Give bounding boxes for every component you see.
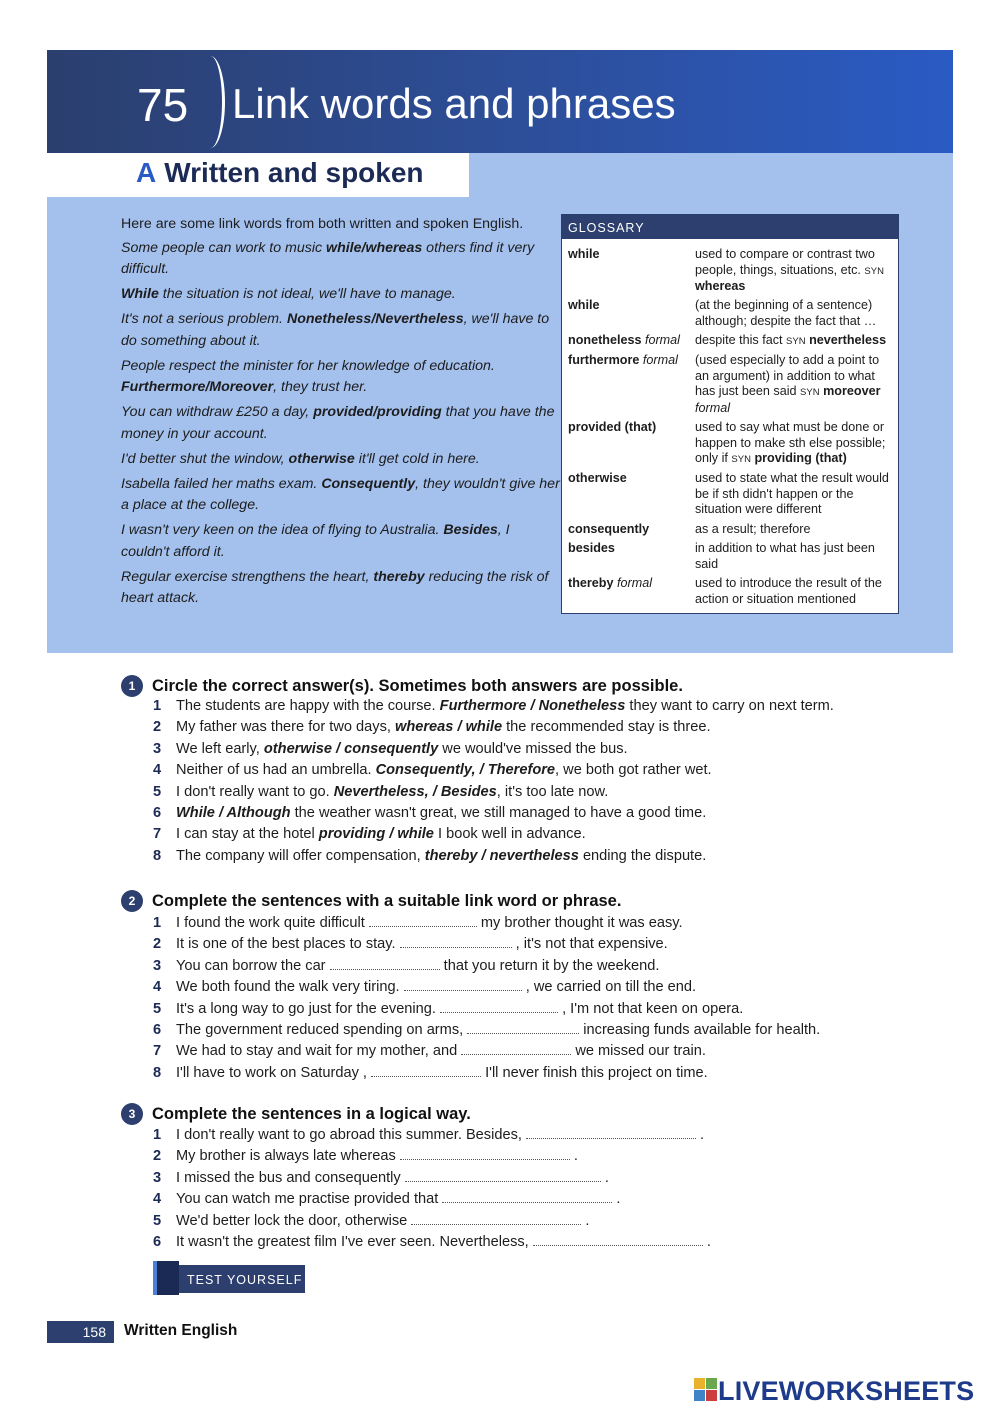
exercise-3-heading (121, 1103, 471, 1125)
answer-options[interactable]: Nevertheless, / Besides (333, 783, 497, 800)
answer-options[interactable]: providing / while (318, 826, 434, 843)
item-text: increasing funds available for health. (579, 1022, 821, 1039)
item-number: 6 (153, 1022, 162, 1039)
test-yourself-button[interactable] (153, 1265, 305, 1293)
item-text: We had to stay and wait for my mother, and (176, 1043, 462, 1060)
glossary-definition: used to introduce the result of the action or situation mentioned (695, 576, 882, 606)
item-text: I can stay at the hotel (176, 826, 319, 843)
item-text: , we carried on till the end. (521, 979, 697, 996)
answer-blank[interactable] (330, 957, 440, 970)
exercise-item (153, 717, 834, 738)
exercise-item (153, 803, 834, 824)
liveworksheets-wordmark: LIVEWORKSHEETS (718, 1376, 975, 1406)
glossary-term: thereby formal (568, 576, 652, 590)
exercise-item (153, 824, 834, 845)
item-number: 1 (153, 698, 162, 714)
exercise-item (153, 782, 834, 803)
exercise-item (153, 760, 834, 781)
item-number: 2 (153, 719, 162, 736)
answer-options[interactable]: thereby / nevertheless (424, 847, 579, 864)
item-text: , it's not that expensive. (511, 936, 668, 953)
glossary-term: otherwise (568, 471, 627, 485)
item-text: , it's too late now. (496, 783, 609, 800)
exercise-item (153, 739, 834, 760)
item-number: 4 (153, 1191, 162, 1208)
example-sentence: You can withdraw £250 a day, provided/providing that you have the money in your account. (121, 404, 555, 442)
footer-title: Written English (124, 1322, 238, 1339)
exercise-item (153, 956, 820, 977)
exercise-item (153, 1063, 820, 1084)
section-title-text: Written and spoken (164, 157, 424, 188)
test-yourself-label: TEST YOURSELF (187, 1273, 303, 1287)
item-text: The students are happy with the course. (176, 698, 440, 714)
exercise-item (153, 1146, 711, 1167)
answer-blank[interactable] (400, 1147, 570, 1160)
glossary-term: while (568, 247, 600, 261)
glossary-heading: GLOSSARY (562, 215, 898, 239)
answer-options[interactable]: While / Although (176, 805, 291, 822)
glossary-definition: as a result; therefore (695, 522, 811, 536)
item-text: the weather wasn't great, we still managed to have a good time. (290, 805, 707, 822)
exercise-item (153, 1041, 820, 1062)
item-text: , I'm not that keen on opera. (558, 1000, 744, 1017)
item-number: 7 (153, 1043, 162, 1060)
item-text: We'd better lock the door, otherwise (176, 1212, 412, 1229)
exercise-number-badge: 3 (121, 1103, 143, 1125)
glossary-term: nonetheless formal (568, 333, 680, 347)
exercise-item (153, 977, 820, 998)
liveworksheets-logo-icon (694, 1378, 718, 1402)
item-text: the recommended stay is three. (502, 719, 711, 736)
glossary-definition: despite this fact SYN nevertheless (695, 333, 887, 347)
item-text: You can watch me practise provided that (176, 1191, 443, 1208)
item-text: . (569, 1148, 578, 1165)
exercise-item (153, 913, 820, 934)
answer-options[interactable]: whereas / while (395, 719, 503, 736)
glossary-definition: in addition to what has just been said (695, 541, 875, 571)
item-text: we missed our train. (571, 1043, 706, 1060)
item-text: ending the dispute. (578, 847, 707, 864)
exercise-3-items (153, 1125, 711, 1253)
answer-blank[interactable] (400, 935, 512, 948)
example-sentence: While the situation is not ideal, we'll have to manage. (121, 286, 456, 302)
unit-bracket-decoration (196, 56, 225, 148)
exercise-1-heading (121, 675, 683, 697)
answer-blank[interactable] (533, 1233, 703, 1246)
item-text: I don't really want to go abroad this summer. Besides, (176, 1127, 526, 1143)
example-sentence: Some people can work to music while/whereas others find it very difficult. (121, 239, 535, 277)
item-text: that you return it by the weekend. (439, 957, 660, 974)
answer-blank[interactable] (461, 1042, 571, 1055)
glossary-box (561, 214, 899, 614)
item-number: 1 (153, 915, 162, 931)
answer-blank[interactable] (405, 1169, 601, 1182)
exercise-item (153, 1168, 711, 1189)
unit-number: 75 (137, 79, 189, 131)
item-number: 1 (153, 1127, 162, 1143)
glossary-term: furthermore formal (568, 353, 678, 367)
exercise-number-badge: 1 (121, 675, 143, 697)
notebook-icon (153, 1261, 179, 1295)
answer-options[interactable]: Furthermore / Nonetheless (439, 698, 626, 714)
answer-blank[interactable] (526, 1126, 696, 1139)
item-number: 8 (153, 1064, 162, 1081)
answer-options[interactable]: otherwise / consequently (263, 740, 439, 757)
glossary-definition: used to say what must be done or happen to make sth else possible; only if SYN providing (that) (695, 420, 886, 465)
answer-options[interactable]: Consequently, / Therefore (375, 762, 556, 779)
item-text: I don't really want to go. (176, 783, 334, 800)
item-text: . (600, 1169, 609, 1186)
item-number: 4 (153, 979, 162, 996)
exercise-item (153, 1189, 711, 1210)
exercise-instruction: Complete the sentences with a suitable link word or phrase. (152, 892, 622, 910)
example-sentence: People respect the minister for her knowledge of education. Furthermore/Moreover, they trust her. (121, 357, 495, 395)
glossary-definition: (used especially to add a point to an argument) in addition to what has just been said SYN moreover formal (695, 353, 881, 415)
glossary-definition: (at the beginning of a sentence) although; despite the fact that … (695, 298, 877, 328)
section-letter: A (136, 157, 157, 188)
item-number: 4 (153, 762, 162, 779)
answer-blank[interactable] (411, 1212, 581, 1225)
item-text: It wasn't the greatest film I've ever seen. Nevertheless, (176, 1234, 533, 1251)
example-sentence: I'd better shut the window, otherwise it'll get cold in here. (121, 450, 480, 467)
example-sentences (121, 214, 561, 613)
exercise-item (153, 1232, 711, 1253)
item-text: The government reduced spending on arms, (176, 1022, 468, 1039)
section-intro: Here are some link words from both written and spoken English. (121, 216, 524, 232)
item-text: we would've missed the bus. (438, 740, 628, 757)
example-sentence: It's not a serious problem. Nonetheless/Nevertheless, we'll have to do something about it. (121, 311, 550, 349)
item-number: 2 (153, 1148, 162, 1165)
exercise-instruction: Circle the correct answer(s). Sometimes both answers are possible. (152, 677, 683, 695)
exercise-2-heading (121, 890, 621, 912)
exercise-item (153, 696, 834, 717)
item-number: 8 (153, 847, 162, 864)
exercise-item (153, 1020, 820, 1041)
glossary-term: besides (568, 541, 615, 555)
glossary-term: provided (that) (568, 420, 657, 434)
glossary-term: consequently (568, 522, 650, 536)
item-text: . (581, 1212, 590, 1229)
item-text: . (612, 1191, 621, 1208)
answer-blank[interactable] (369, 914, 477, 927)
item-text: We left early, (176, 740, 264, 757)
exercise-instruction: Complete the sentences in a logical way. (152, 1105, 471, 1123)
exercise-item (153, 1125, 711, 1146)
section-a-title (136, 157, 424, 189)
exercise-item (153, 846, 834, 867)
example-sentence: Regular exercise strengthens the heart, thereby reducing the risk of heart attack. (121, 568, 549, 606)
item-number: 7 (153, 826, 162, 843)
item-number: 5 (153, 1000, 162, 1017)
exercise-item (153, 1211, 711, 1232)
exercise-number-badge: 2 (121, 890, 143, 912)
page-number: 158 (47, 1321, 114, 1343)
item-number: 6 (153, 1234, 162, 1251)
answer-blank[interactable] (371, 1064, 481, 1077)
item-number: 6 (153, 805, 162, 822)
item-text: I found the work quite difficult (176, 915, 369, 931)
item-text: my brother thought it was easy. (476, 915, 683, 931)
item-text: I'll never finish this project on time. (481, 1064, 708, 1081)
item-text: I'll have to work on Saturday , (176, 1064, 372, 1081)
item-text: Neither of us had an umbrella. (176, 762, 376, 779)
glossary-definition: used to state what the result would be if sth didn't happen or the situation were different (695, 471, 889, 516)
item-text: We both found the walk very tiring. (176, 979, 404, 996)
item-text: It's a long way to go just for the evening. (176, 1000, 441, 1017)
exercise-2-items (153, 913, 820, 1084)
item-text: . (695, 1127, 705, 1143)
item-text: they want to carry on next term. (625, 698, 834, 714)
glossary-term: while (568, 298, 600, 312)
item-number: 5 (153, 783, 162, 800)
item-text: You can borrow the car (176, 957, 330, 974)
item-text: It is one of the best places to stay. (176, 936, 400, 953)
item-text: I missed the bus and consequently (176, 1169, 405, 1186)
item-number: 5 (153, 1212, 162, 1229)
glossary-definition: used to compare or contrast two people, things, situations, etc. SYN whereas (695, 247, 884, 293)
example-sentence: I wasn't very keen on the idea of flying to Australia. Besides, I couldn't afford it. (121, 522, 510, 560)
item-text: , we both got rather wet. (555, 762, 712, 779)
exercise-item (153, 934, 820, 955)
exercise-item (153, 999, 820, 1020)
item-number: 2 (153, 936, 162, 953)
item-text: . (702, 1234, 711, 1251)
example-sentence: Isabella failed her maths exam. Consequently, they wouldn't give her a place at the college. (121, 475, 560, 513)
answer-blank[interactable] (442, 1190, 612, 1203)
item-number: 3 (153, 957, 162, 974)
item-text: My brother is always late whereas (176, 1148, 400, 1165)
item-text: The company will offer compensation, (176, 847, 425, 864)
item-text: I book well in advance. (433, 826, 586, 843)
unit-title: Link words and phrases (232, 80, 676, 127)
item-text: My father was there for two days, (176, 719, 395, 736)
answer-blank[interactable] (440, 1000, 558, 1013)
answer-blank[interactable] (467, 1021, 579, 1034)
item-number: 3 (153, 740, 162, 757)
answer-blank[interactable] (404, 978, 522, 991)
exercise-1-items (153, 696, 834, 867)
item-number: 3 (153, 1169, 162, 1186)
